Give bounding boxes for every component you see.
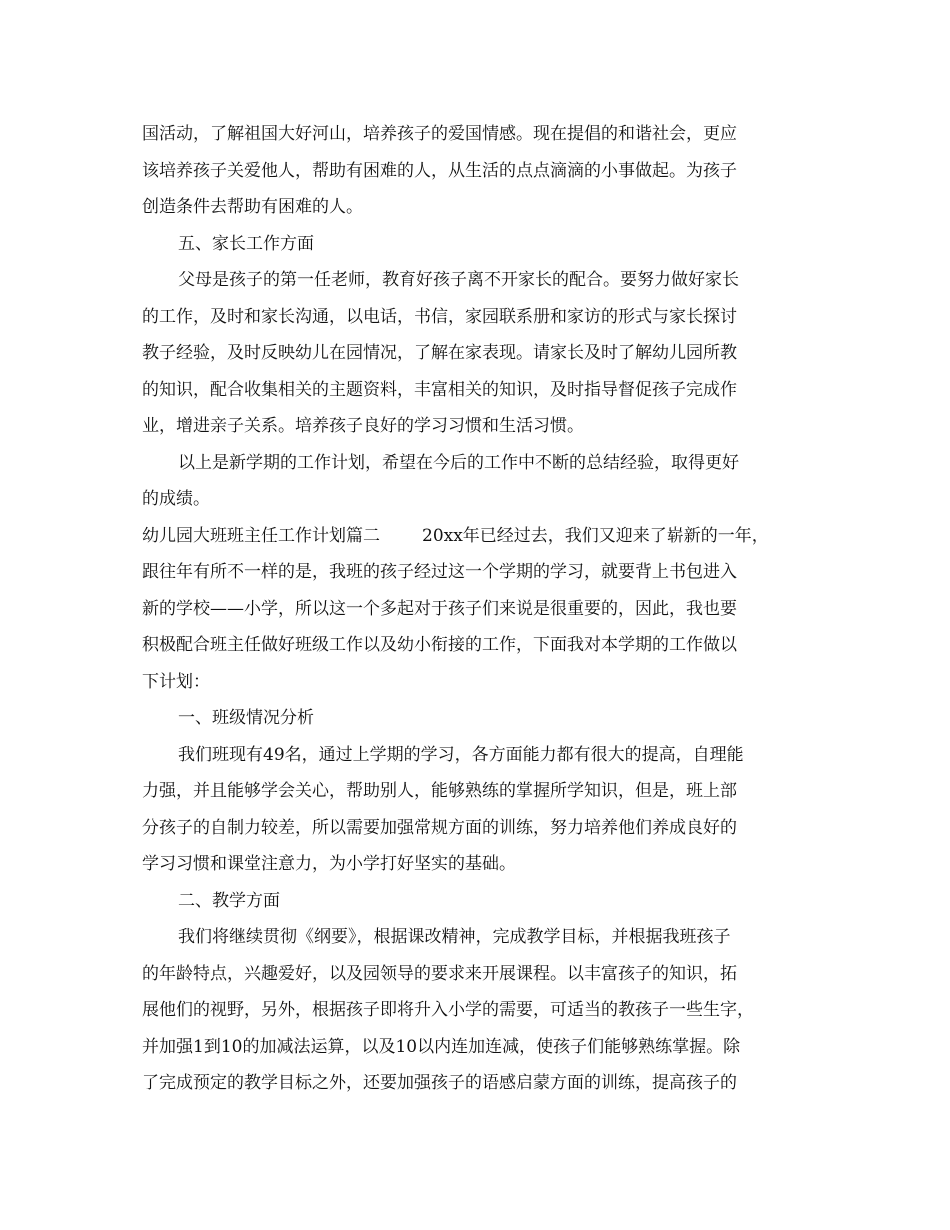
- text-line: 的知识，配合收集相关的主题资料，丰富相关的知识，及时指导督促孩子完成作: [142, 379, 737, 400]
- section-heading: 五、家长工作方面: [178, 233, 314, 254]
- text-line: 20xx年已经过去，我们又迎来了崭新的一年，: [422, 525, 769, 546]
- article-title: 幼儿园大班班主任工作计划篇二: [142, 525, 380, 546]
- text-line: 新的学校——小学，所以这一个多起对于孩子们来说是很重要的，因此，我也要: [142, 598, 737, 619]
- text-line: 我们班现有49名，通过上学期的学习，各方面能力都有很大的提高，自理能: [178, 744, 744, 765]
- text-line: 国活动，了解祖国大好河山，培养孩子的爱国情感。现在提倡的和谐社会，更应: [142, 124, 737, 144]
- text-line: 跟往年有所不一样的是，我班的孩子经过这一个学期的学习，就要背上书包进入: [142, 562, 737, 582]
- text-line: 我们将继续贯彻《纲要》，根据课改精神，完成教学目标，并根据我班孩子: [178, 927, 731, 947]
- text-line: 的年龄特点，兴趣爱好，以及园领导的要求来开展课程。以丰富孩子的知识，拓: [142, 963, 737, 984]
- text-line: 学习习惯和课堂注意力，为小学打好坚实的基础。: [142, 854, 516, 874]
- text-line: 的工作，及时和家长沟通，以电话，书信，家园联系册和家访的形式与家长探讨: [142, 306, 737, 327]
- text-line: 下计划：: [142, 671, 210, 692]
- section-heading: 二、教学方面: [178, 890, 280, 911]
- text-line: 教子经验，及时反映幼儿在园情况，了解在家表现。请家长及时了解幼儿园所教: [142, 343, 737, 363]
- text-line: 积极配合班主任做好班级工作以及幼小衔接的工作，下面我对本学期的工作做以: [142, 635, 737, 655]
- text-line: 展他们的视野，另外，根据孩子即将升入小学的需要，可适当的教孩子一些生字，: [142, 1000, 754, 1020]
- text-line: 的成绩。: [142, 489, 210, 509]
- text-line: 父母是孩子的第一任老师，教育好孩子离不开家长的配合。要努力做好家长: [178, 270, 739, 290]
- article-title-line: [142, 518, 802, 555]
- document-body: [142, 116, 802, 1102]
- text-line: 分孩子的自制力较差，所以需要加强常规方面的训练，努力培养他们养成良好的: [142, 817, 737, 838]
- text-line: 了完成预定的教学目标之外，还要加强孩子的语感启蒙方面的训练，提高孩子的: [142, 1073, 737, 1093]
- text-line: 业，增进亲子关系。培养孩子良好的学习习惯和生活习惯。: [142, 416, 584, 436]
- section-heading: 一、班级情况分析: [178, 708, 314, 728]
- text-line: 力强，并且能够学会关心，帮助别人，能够熟练的掌握所学知识，但是，班上部: [142, 781, 737, 801]
- text-line: 以上是新学期的工作计划，希望在今后的工作中不断的总结经验，取得更好: [178, 452, 739, 473]
- text-line: 该培养孩子关爱他人，帮助有困难的人，从生活的点点滴滴的小事做起。为孩子: [142, 160, 737, 181]
- text-line: 并加强1到10的加减法运算，以及10以内连加连减，使孩子们能够熟练掌握。除: [142, 1036, 741, 1057]
- text-line: 创造条件去帮助有困难的人。: [142, 197, 363, 217]
